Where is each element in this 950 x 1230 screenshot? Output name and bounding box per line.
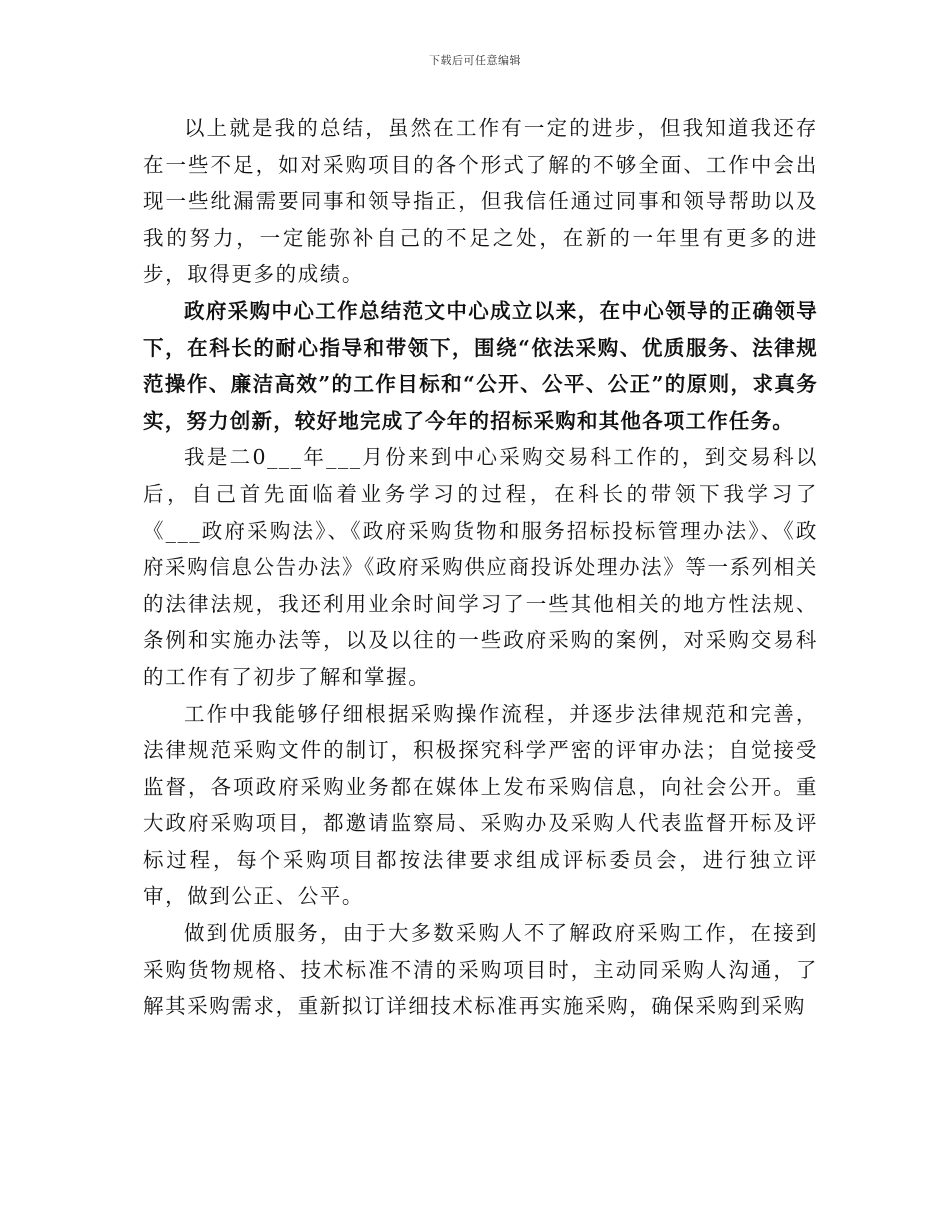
document-body: [143, 110, 818, 1025]
paragraph-bold-intro: 政府采购中心工作总结范文中心成立以来，在中心领导的正确领导下，在科长的耐心指导和带领下，围绕“依法采购、优质服务、法律规范操作、廉洁高效”的工作目标和“公开、公平、公正”的原则，求真务实，努力创新，较好地完成了今年的招标采购和其他各项工作任务。: [143, 298, 818, 433]
paragraph-study-laws: 我是二0___年___月份来到中心采购交易科工作的，到交易科以后，自己首先面临着业务学习的过程，在科长的带领下我学习了《___政府采购法》、《政府采购货物和服务招标投标管理办法》、《政府采购信息公告办法》《政府采购供应商投诉处理办法》等一系列相关的法律法规，我还利用业余时间学习了一些其他相关的地方性法规、条例和实施办法等，以及以往的一些政府采购的案例，对采购交易科的工作有了初步了解和掌握。: [143, 445, 818, 689]
paragraph-operation-process: 工作中我能够仔细根据采购操作流程，并逐步法律规范和完善，法律规范采购文件的制订，积极探究科学严密的评审办法；自觉接受监督，各项政府采购业务都在媒体上发布采购信息，向社会公开。重大政府采购项目，都邀请监察局、采购办及采购人代表监督开标及评标过程，每个采购项目都按法律要求组成评标委员会，进行独立评审，做到公正、公平。: [143, 701, 818, 909]
page-header: 下载后可任意编辑: [429, 54, 521, 67]
paragraph-summary-conclusion: 以上就是我的总结，虽然在工作有一定的进步，但我知道我还存在一些不足，如对采购项目的各个形式了解的不够全面、工作中会出现一些纰漏需要同事和领导指正，但我信任通过同事和领导帮助以及我的努力，一定能弥补自己的不足之处，在新的一年里有更多的进步，取得更多的成绩。: [143, 116, 818, 287]
paragraph-quality-service: 做到优质服务，由于大多数采购人不了解政府采购工作，在接到采购货物规格、技术标准不清的采购项目时，主动同采购人沟通，了解其采购需求，重新拟订详细技术标准再实施采购，确保采购到采购: [143, 921, 818, 1019]
